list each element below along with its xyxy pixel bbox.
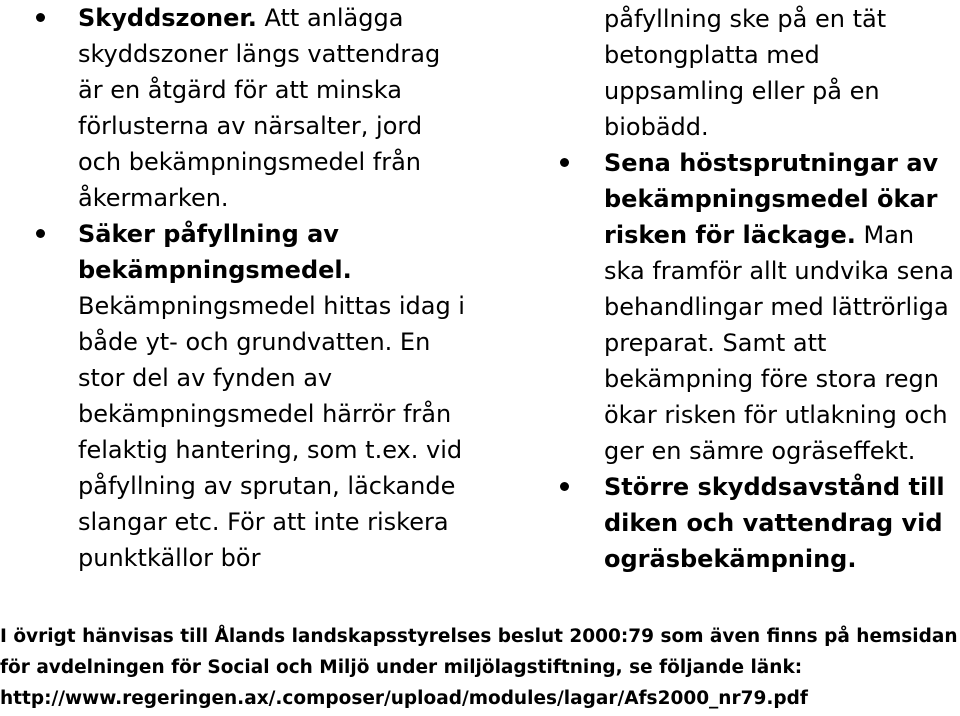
list-item bbox=[0, 216, 470, 576]
bullet-icon bbox=[36, 13, 45, 22]
list-item bbox=[530, 469, 960, 577]
left-bullet-list bbox=[0, 0, 470, 576]
bullet-icon bbox=[560, 482, 569, 491]
bullet-icon bbox=[36, 229, 45, 238]
continuation-paragraph: påfyllning ske på en tät betongplatta med uppsamling eller på en biobädd. bbox=[604, 5, 887, 141]
bullet-heading: Säker påfyllning av bekämpningsmedel. bbox=[78, 220, 352, 284]
bullet-text: Man ska framför allt undvika sena behandlingar med lättrörliga preparat. Samt att bekämpning före stora regn ökar risken för utlakning och ger en sämre ogräseffekt. bbox=[604, 221, 954, 465]
footer-line: för avdelningen för Social och Miljö under miljölagstiftning, se följande länk: bbox=[0, 657, 803, 678]
bullet-text: Att anlägga skyddszoner längs vattendrag är en åtgärd för att minska förlusterna av närsalter, jord och bekämpningsmedel från åkermarken. bbox=[78, 4, 441, 212]
bullet-icon bbox=[560, 158, 569, 167]
bullet-heading: Större skyddsavstånd till diken och vattendrag vid ogräsbekämpning. bbox=[604, 473, 945, 573]
footer-line: I övrigt hänvisas till Ålands landskapsstyrelses beslut 2000:79 som även finns på hemsidan bbox=[0, 626, 958, 647]
footer-note bbox=[0, 621, 960, 714]
right-column bbox=[530, 0, 960, 577]
bullet-text: Bekämpningsmedel hittas idag i både yt- och grundvatten. En stor del av fynden av bekämpningsmedel härrör från felaktig hantering, som t.ex. vid påfyllning av sprutan, läckande slangar etc. För att inte riskera punktkällor bör bbox=[78, 292, 465, 572]
left-column bbox=[0, 0, 470, 576]
list-item bbox=[530, 145, 960, 469]
bullet-heading: Skyddszoner. bbox=[78, 4, 257, 32]
bullet-heading: Sena höstsprutningar av bekämpningsmedel ökar risken för läckage. bbox=[604, 149, 939, 249]
footer-link[interactable]: http://www.regeringen.ax/.composer/upload/modules/lagar/Afs2000_nr79.pdf bbox=[0, 688, 808, 709]
right-bullet-list bbox=[530, 145, 960, 577]
list-item bbox=[0, 0, 470, 216]
